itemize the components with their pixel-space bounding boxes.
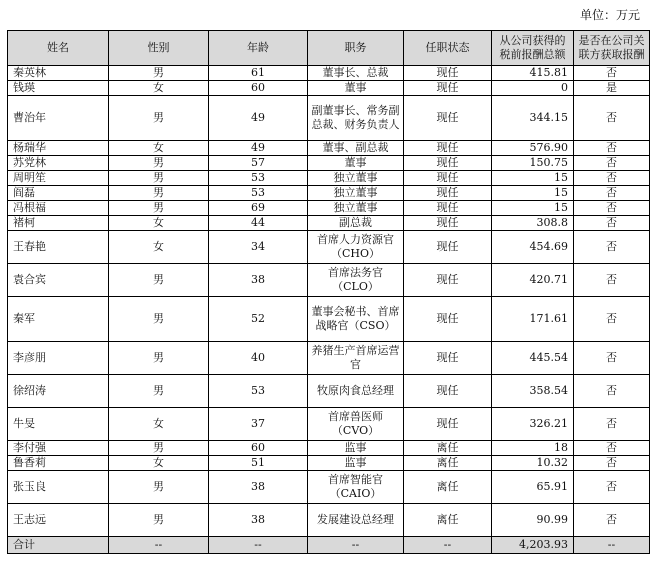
cell-title: 副总裁 — [308, 216, 404, 231]
cell-related: 否 — [574, 456, 650, 471]
cell-age: 61 — [209, 66, 308, 81]
table-row — [8, 297, 650, 342]
cell-pay: 344.15 — [492, 96, 574, 141]
table-row — [8, 96, 650, 141]
cell-gender: 男 — [109, 504, 209, 537]
cell-age: 51 — [209, 456, 308, 471]
table-row — [8, 81, 650, 96]
table-row — [8, 201, 650, 216]
cell-pay: 15 — [492, 201, 574, 216]
cell-name: 冯根福 — [8, 201, 109, 216]
table-row — [8, 264, 650, 297]
cell-pay: 90.99 — [492, 504, 574, 537]
total-label: 合计 — [8, 537, 109, 554]
cell-name: 李彦朋 — [8, 342, 109, 375]
cell-pay: 0 — [492, 81, 574, 96]
cell-pay: 15 — [492, 171, 574, 186]
cell-age: 53 — [209, 375, 308, 408]
table-row — [8, 231, 650, 264]
cell-pay: 65.91 — [492, 471, 574, 504]
cell-name: 周明笙 — [8, 171, 109, 186]
cell-gender: 女 — [109, 216, 209, 231]
cell-age: 37 — [209, 408, 308, 441]
cell-title: 副董事长、常务副总裁、财务负责人 — [308, 96, 404, 141]
cell-gender: 男 — [109, 201, 209, 216]
cell-related: 否 — [574, 471, 650, 504]
cell-age: 52 — [209, 297, 308, 342]
unit-label: 单位：万元 — [579, 8, 640, 22]
total-related: -- — [574, 537, 650, 554]
cell-pay: 150.75 — [492, 156, 574, 171]
table-row — [8, 471, 650, 504]
cell-title: 董事 — [308, 81, 404, 96]
table-row — [8, 408, 650, 441]
cell-related: 否 — [574, 441, 650, 456]
cell-name: 王春艳 — [8, 231, 109, 264]
cell-name: 苏党林 — [8, 156, 109, 171]
cell-related: 否 — [574, 171, 650, 186]
cell-name: 袁合宾 — [8, 264, 109, 297]
cell-gender: 女 — [109, 408, 209, 441]
cell-status: 现任 — [404, 231, 492, 264]
cell-status: 现任 — [404, 156, 492, 171]
cell-related: 否 — [574, 375, 650, 408]
table-row — [8, 441, 650, 456]
cell-name: 张玉良 — [8, 471, 109, 504]
cell-name: 李付强 — [8, 441, 109, 456]
total-age: -- — [209, 537, 308, 554]
cell-age: 38 — [209, 471, 308, 504]
cell-status: 离任 — [404, 471, 492, 504]
cell-gender: 男 — [109, 342, 209, 375]
cell-status: 现任 — [404, 171, 492, 186]
cell-status: 现任 — [404, 264, 492, 297]
cell-title: 首席兽医师（CVO） — [308, 408, 404, 441]
cell-pay: 420.71 — [492, 264, 574, 297]
table-row — [8, 186, 650, 201]
cell-title: 首席智能官（CAIO） — [308, 471, 404, 504]
cell-related: 否 — [574, 408, 650, 441]
compensation-table — [7, 30, 650, 554]
total-title: -- — [308, 537, 404, 554]
cell-pay: 326.21 — [492, 408, 574, 441]
cell-title: 董事会秘书、首席战略官（CSO） — [308, 297, 404, 342]
cell-age: 40 — [209, 342, 308, 375]
cell-pay: 308.8 — [492, 216, 574, 231]
cell-age: 38 — [209, 264, 308, 297]
cell-related: 是 — [574, 81, 650, 96]
cell-title: 首席人力资源官（CHO） — [308, 231, 404, 264]
cell-related: 否 — [574, 186, 650, 201]
table-row — [8, 216, 650, 231]
col-header-name: 姓名 — [8, 31, 109, 66]
cell-gender: 女 — [109, 141, 209, 156]
total-row — [8, 537, 650, 554]
table-row — [8, 456, 650, 471]
cell-related: 否 — [574, 342, 650, 375]
table-row — [8, 375, 650, 408]
cell-status: 离任 — [404, 456, 492, 471]
cell-name: 秦军 — [8, 297, 109, 342]
cell-gender: 男 — [109, 441, 209, 456]
cell-gender: 男 — [109, 66, 209, 81]
cell-gender: 男 — [109, 264, 209, 297]
cell-status: 离任 — [404, 441, 492, 456]
cell-gender: 男 — [109, 297, 209, 342]
cell-name: 王志远 — [8, 504, 109, 537]
cell-status: 现任 — [404, 216, 492, 231]
cell-name: 鲁香莉 — [8, 456, 109, 471]
cell-status: 现任 — [404, 66, 492, 81]
cell-related: 否 — [574, 216, 650, 231]
cell-pay: 576.90 — [492, 141, 574, 156]
cell-title: 发展建设总经理 — [308, 504, 404, 537]
cell-age: 34 — [209, 231, 308, 264]
cell-status: 现任 — [404, 297, 492, 342]
cell-title: 独立董事 — [308, 201, 404, 216]
table-row — [8, 66, 650, 81]
table-row — [8, 342, 650, 375]
cell-name: 秦英林 — [8, 66, 109, 81]
cell-name: 阎磊 — [8, 186, 109, 201]
cell-title: 养猪生产首席运营官 — [308, 342, 404, 375]
col-header-gender: 性别 — [109, 31, 209, 66]
cell-name: 杨瑞华 — [8, 141, 109, 156]
cell-gender: 男 — [109, 471, 209, 504]
cell-related: 否 — [574, 66, 650, 81]
table-row — [8, 141, 650, 156]
cell-gender: 女 — [109, 81, 209, 96]
cell-name: 牛旻 — [8, 408, 109, 441]
cell-title: 监事 — [308, 456, 404, 471]
cell-related: 否 — [574, 201, 650, 216]
cell-age: 69 — [209, 201, 308, 216]
cell-age: 60 — [209, 441, 308, 456]
cell-status: 现任 — [404, 408, 492, 441]
col-header-age: 年龄 — [209, 31, 308, 66]
cell-gender: 女 — [109, 231, 209, 264]
cell-age: 53 — [209, 171, 308, 186]
cell-age: 38 — [209, 504, 308, 537]
cell-related: 否 — [574, 264, 650, 297]
cell-related: 否 — [574, 504, 650, 537]
cell-title: 监事 — [308, 441, 404, 456]
cell-title: 董事 — [308, 156, 404, 171]
table-row — [8, 171, 650, 186]
cell-gender: 男 — [109, 186, 209, 201]
cell-pay: 171.61 — [492, 297, 574, 342]
cell-title: 首席法务官（CLO） — [308, 264, 404, 297]
cell-status: 现任 — [404, 96, 492, 141]
cell-related: 否 — [574, 141, 650, 156]
cell-status: 现任 — [404, 141, 492, 156]
table-row — [8, 504, 650, 537]
cell-age: 53 — [209, 186, 308, 201]
cell-gender: 女 — [109, 456, 209, 471]
total-gender: -- — [109, 537, 209, 554]
cell-name: 徐绍涛 — [8, 375, 109, 408]
cell-title: 董事长、总裁 — [308, 66, 404, 81]
cell-age: 60 — [209, 81, 308, 96]
cell-title: 独立董事 — [308, 186, 404, 201]
cell-gender: 男 — [109, 96, 209, 141]
col-header-pay: 从公司获得的税前报酬总额 — [492, 31, 574, 66]
col-header-status: 任职状态 — [404, 31, 492, 66]
cell-title: 牧原肉食总经理 — [308, 375, 404, 408]
cell-status: 离任 — [404, 504, 492, 537]
cell-pay: 18 — [492, 441, 574, 456]
cell-pay: 454.69 — [492, 231, 574, 264]
col-header-title: 职务 — [308, 31, 404, 66]
cell-related: 否 — [574, 96, 650, 141]
col-header-related: 是否在公司关联方获取报酬 — [574, 31, 650, 66]
cell-title: 独立董事 — [308, 171, 404, 186]
cell-pay: 10.32 — [492, 456, 574, 471]
total-pay: 4,203.93 — [492, 537, 574, 554]
cell-status: 现任 — [404, 201, 492, 216]
cell-gender: 男 — [109, 171, 209, 186]
cell-gender: 男 — [109, 156, 209, 171]
total-status: -- — [404, 537, 492, 554]
cell-age: 57 — [209, 156, 308, 171]
cell-age: 49 — [209, 141, 308, 156]
cell-pay: 445.54 — [492, 342, 574, 375]
cell-name: 钱瑛 — [8, 81, 109, 96]
cell-pay: 15 — [492, 186, 574, 201]
table-header-row — [8, 31, 650, 66]
cell-pay: 358.54 — [492, 375, 574, 408]
cell-status: 现任 — [404, 342, 492, 375]
cell-related: 否 — [574, 297, 650, 342]
cell-name: 褚柯 — [8, 216, 109, 231]
cell-age: 44 — [209, 216, 308, 231]
cell-status: 现任 — [404, 375, 492, 408]
cell-title: 董事、副总裁 — [308, 141, 404, 156]
cell-status: 现任 — [404, 81, 492, 96]
cell-related: 否 — [574, 231, 650, 264]
cell-name: 曹治年 — [8, 96, 109, 141]
cell-gender: 男 — [109, 375, 209, 408]
table-row — [8, 156, 650, 171]
cell-age: 49 — [209, 96, 308, 141]
cell-status: 现任 — [404, 186, 492, 201]
cell-pay: 415.81 — [492, 66, 574, 81]
cell-related: 否 — [574, 156, 650, 171]
